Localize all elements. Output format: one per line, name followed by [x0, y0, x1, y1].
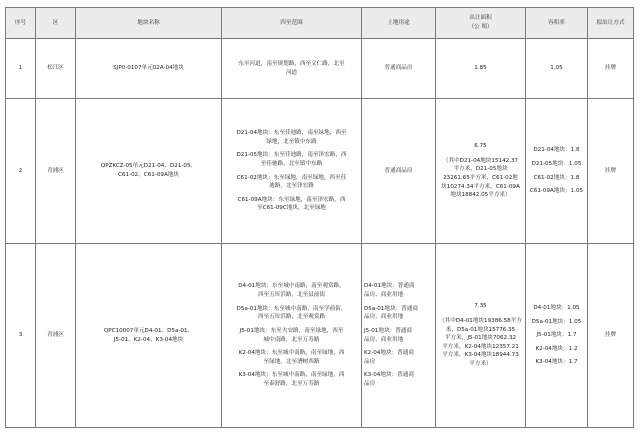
- boundary-line: 东至河道，南至规划路，西至文仁路，北至 河道: [238, 60, 345, 76]
- boundary-line: C61-02地块：东至绿地，南至绿地，西至佳 迪路，北至泽宏路: [236, 174, 347, 190]
- use-line: K3-04地块：普通商 品房: [364, 372, 414, 388]
- row-boundary: [222, 99, 362, 244]
- use-line: D4-01地块：普通商 品房、商业用地: [364, 283, 415, 298]
- row-method: 挂牌: [588, 244, 634, 428]
- row-no: 1: [6, 39, 36, 99]
- header-district: 区: [36, 8, 76, 39]
- row-use: [362, 99, 436, 244]
- table-row: [6, 244, 634, 428]
- row-no: 2: [6, 99, 36, 244]
- row-far: [526, 39, 588, 99]
- header-land-use: 土地用途: [362, 8, 436, 39]
- row-area: [436, 39, 526, 99]
- row-district: 青浦区: [36, 99, 76, 244]
- use-line: 普通商品房: [384, 167, 413, 174]
- boundary-line: J5-01地块：东至夫安路，南至绿地，西至 城中南路，北至万寿路: [239, 327, 344, 343]
- boundary-line: D5a-01地块：东至城中南路，南至学前街， 西至五厍浜路，北至观赏路: [236, 305, 347, 321]
- row-no: 3: [6, 244, 36, 428]
- far-line: D21-05地块：1.05: [531, 160, 582, 167]
- far-line: J5-01地块：1.7: [536, 332, 577, 339]
- far-line: 1.05: [550, 65, 563, 72]
- table-row: [6, 39, 634, 99]
- boundary-line: D21-05地块：东至佳迪路，南至泽宏路，西 至佳驰路，北至镇中东路: [236, 152, 347, 167]
- header-area: 出让面积 （公 顷）: [436, 8, 526, 39]
- row-method: 挂牌: [588, 99, 634, 244]
- row-parcel: QPC10007单元D4-01、D5a-01、 J5-01、K2-04、K3-04地块: [76, 244, 222, 428]
- boundary-line: D4-01地块：东至城中南路，南至观赏路， 西至五厍浜路，北至县前街: [238, 283, 345, 298]
- use-line: J5-01地块：普通商 品房、商业用地: [364, 327, 412, 343]
- row-parcel: QPZKCZ-05单元D21-04、D21-05、 C61-02、C61-09A地块: [76, 99, 222, 244]
- row-district: 青浦区: [36, 244, 76, 428]
- area-value: 6.75: [474, 143, 487, 150]
- table-row: [6, 99, 634, 244]
- far-line: K2-04地块：1.2: [535, 345, 578, 352]
- row-area: [436, 99, 526, 244]
- area-value: 7.35: [474, 303, 487, 310]
- boundary-line: C61-09A地块：东至绿地，南至泽宏路，西 至C61-09C地块，北至绿地: [237, 196, 346, 212]
- header-no: 序号: [6, 8, 36, 39]
- row-district: 松江区: [36, 39, 76, 99]
- area-note: （其中D21-04地块15142.37 平方米，D21-05地块 23261.65平方米，C61-02地 块10274.34平方米，C61-09A 地块18842.05平方米）: [441, 157, 520, 199]
- row-far: [526, 244, 588, 428]
- land-transfer-table: [5, 7, 634, 428]
- boundary-line: K2-04地块：东至城中南路，南至绿地，西 至绿地，北至漕树西路: [238, 350, 345, 365]
- header-boundary: 四至范围: [222, 8, 362, 39]
- header-far: 容积率: [526, 8, 588, 39]
- area-value: 1.85: [474, 65, 487, 72]
- land-transfer-table-container: [5, 7, 633, 428]
- boundary-line: K3-04地块：东至城中南路，南至绿地，西 至泰舒路，北至万寿路: [238, 372, 345, 388]
- use-line: K2-04地块：普通商 品房: [364, 350, 414, 365]
- far-line: K3-04地块：1.7: [535, 359, 578, 366]
- header-row: [6, 8, 634, 39]
- row-far: [526, 99, 588, 244]
- row-use: [362, 39, 436, 99]
- far-line: D5a-01地块：1.05: [531, 318, 582, 325]
- row-method: 挂牌: [588, 39, 634, 99]
- far-line: C61-02地块：1.8: [533, 174, 580, 181]
- far-line: D21-04地块：1.8: [533, 147, 580, 154]
- header-method: 拟出让方式: [588, 8, 634, 39]
- boundary-line: D21-04地块：东至佳迪路，南至绿地，西至 绿地，北至镇中东路: [236, 129, 347, 145]
- row-use: [362, 244, 436, 428]
- row-boundary: [222, 39, 362, 99]
- far-line: C61-09A地块：1.05: [529, 188, 584, 195]
- area-note: （其中D4-01地块19386.58平方 米，D5a-01地块15776.35 平方米，J5-01地块7062.32 平方米，K2-04地块12357.21 平方米，K3-04地块18944.73 平方米）: [439, 317, 522, 368]
- row-boundary: [222, 244, 362, 428]
- far-line: D4-01地块：1.05: [533, 304, 580, 311]
- use-line: 普通商品房: [384, 65, 413, 72]
- row-area: [436, 244, 526, 428]
- header-parcel-name: 地块名称: [76, 8, 222, 39]
- use-line: D5a-01地块：普通商 品房、商业用地: [364, 305, 418, 321]
- row-parcel: SJP0-0107单元02A-04地块: [76, 39, 222, 99]
